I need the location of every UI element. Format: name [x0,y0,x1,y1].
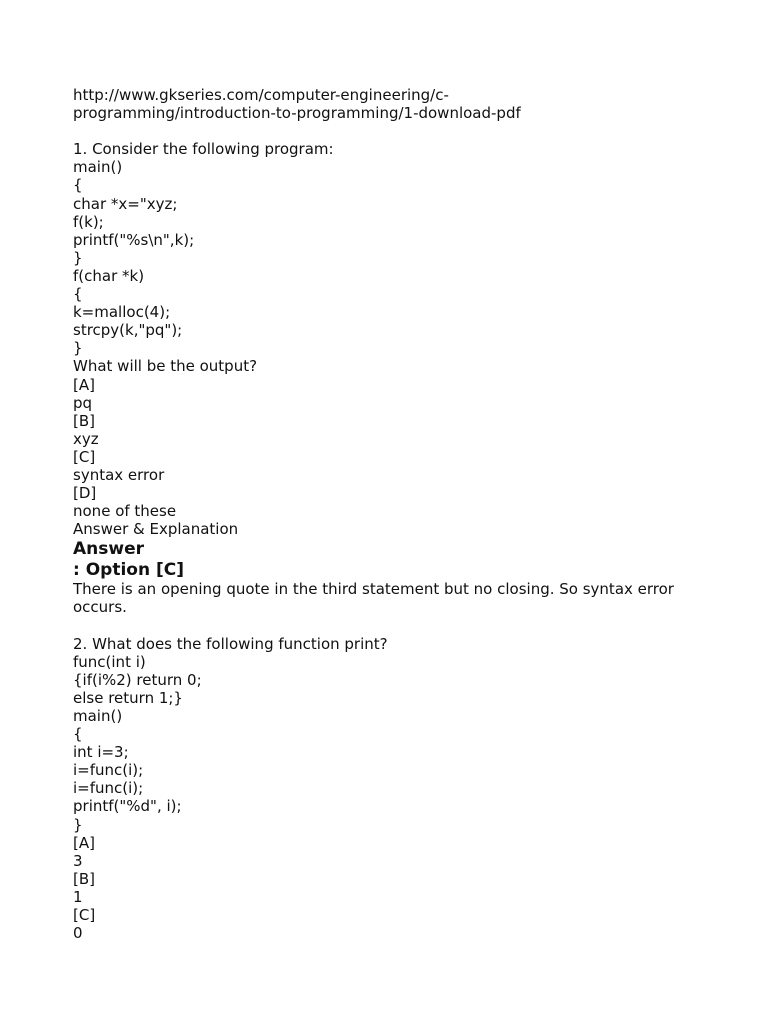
question-2-prompt: 2. What does the following function print? [73,634,388,653]
question-2-code [73,653,713,834]
source-url-line-2[interactable]: programming/introduction-to-programming/1-download-pdf [73,104,521,123]
option-a-text: 3 [73,851,83,870]
code-line: i=func(i); [73,761,144,780]
code-line: } [73,248,83,267]
code-line: f(k); [73,212,104,231]
answer-explanation-toggle[interactable]: Answer & Explanation [73,520,239,539]
question-2 [73,635,713,943]
code-line: printf("%s\n",k); [73,230,195,249]
option-d-label: [D] [73,484,97,503]
option-a-label: [A] [73,375,95,394]
code-line: } [73,815,83,834]
code-line: {if(i%2) return 0; [73,670,202,689]
code-line: { [73,285,83,304]
question-1-prompt: 1. Consider the following program: [73,140,334,159]
question-2-options [73,834,713,943]
code-line: int i=3; [73,743,129,762]
option-b-label: [B] [73,411,95,430]
code-line: main() [73,707,123,725]
option-b-text: 1 [73,887,83,906]
question-1-options [73,376,713,521]
option-c-label: [C] [73,447,96,466]
option-b-text: xyz [73,429,99,448]
spacer [73,617,713,635]
code-line: k=malloc(4); [73,303,171,322]
code-line: printf("%d", i); [73,797,182,816]
document-page [73,86,713,942]
option-a-text: pq [73,393,93,412]
code-line: func(int i) [73,652,146,671]
code-line: i=func(i); [73,779,144,798]
code-line: char *x="xyz; [73,194,178,213]
code-line: strcpy(k,"pq"); [73,321,183,340]
answer-explanation: There is an opening quote in the third statement but no closing. So syntax error occurs. [73,580,674,617]
option-b-label: [B] [73,869,95,888]
option-a-label: [A] [73,833,95,852]
code-line: { [73,176,83,195]
spacer [73,122,713,140]
source-url-line-1[interactable]: http://www.gkseries.com/computer-engineering/c- [73,86,449,104]
code-line: main() [73,158,123,177]
code-line: { [73,725,83,744]
code-line: } [73,339,83,358]
option-c-text: 0 [73,924,83,943]
question-1-code [73,158,713,357]
option-c-text: syntax error [73,465,165,484]
source-url[interactable] [73,86,713,122]
question-1-text: What will be the output? [73,357,258,376]
code-line: else return 1;} [73,688,183,707]
option-c-label: [C] [73,906,96,925]
answer-option: : Option [C] [73,560,185,581]
question-1 [73,140,713,616]
code-line: f(char *k) [73,266,145,285]
option-d-text: none of these [73,502,177,521]
answer-heading: Answer [73,539,144,560]
